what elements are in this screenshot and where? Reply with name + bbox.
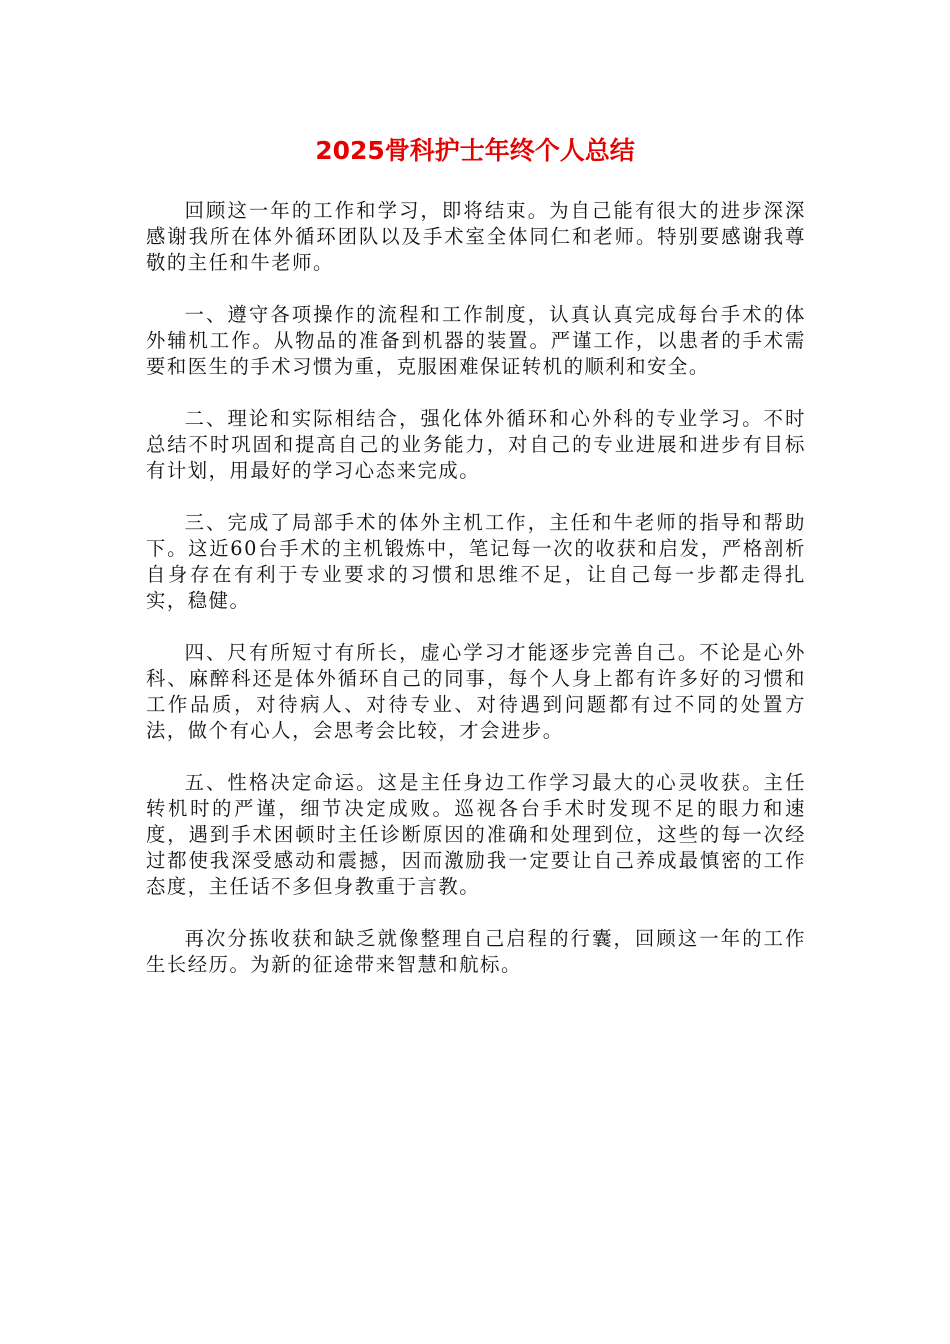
paragraph-point-3: 三、完成了局部手术的体外主机工作，主任和牛老师的指导和帮助下。这近60台手术的主机锻炼中，笔记每一次的收获和启发，严格剖析自身存在有利于专业要求的习惯和思维不足，让自己每一步都走得扎实，稳健。 — [146, 511, 806, 612]
paragraph-point-2: 二、理论和实际相结合，强化体外循环和心外科的专业学习。不时总结不时巩固和提高自己的业务能力，对自己的专业进展和进步有目标有计划，用最好的学习心态来完成。 — [146, 407, 806, 482]
paragraph-point-1: 一、遵守各项操作的流程和工作制度，认真认真完成每台手术的体外辅机工作。从物品的准备到机器的装置。严谨工作，以患者的手术需要和医生的手术习惯为重，克服困难保证转机的顺利和安全。 — [146, 303, 806, 378]
paragraph-point-5: 五、性格决定命运。这是主任身边工作学习最大的心灵收获。主任转机时的严谨，细节决定成败。巡视各台手术时发现不足的眼力和速度，遇到手术困顿时主任诊断原因的准确和处理到位，这些的每一次经过都使我深受感动和震撼，因而激励我一定要让自己养成最慎密的工作态度，主任话不多但身教重于言教。 — [146, 771, 806, 898]
paragraph-closing: 再次分拣收获和缺乏就像整理自己启程的行囊，回顾这一年的工作生长经历。为新的征途带来智慧和航标。 — [146, 927, 806, 976]
document-body — [146, 198, 806, 1004]
paragraph-point-4: 四、尺有所短寸有所长，虚心学习才能逐步完善自己。不论是心外科、麻醉科还是体外循环自己的同事，每个人身上都有许多好的习惯和工作品质，对待病人、对待专业、对待遇到问题都有过不同的处置方法，做个有心人，会思考会比较，才会进步。 — [146, 641, 806, 742]
paragraph-intro: 回顾这一年的工作和学习，即将结束。为自己能有很大的进步深深感谢我所在体外循环团队以及手术室全体同仁和老师。特别要感谢我尊敬的主任和牛老师。 — [146, 199, 806, 274]
document-title: 2025骨科护士年终个人总结 — [315, 136, 635, 165]
